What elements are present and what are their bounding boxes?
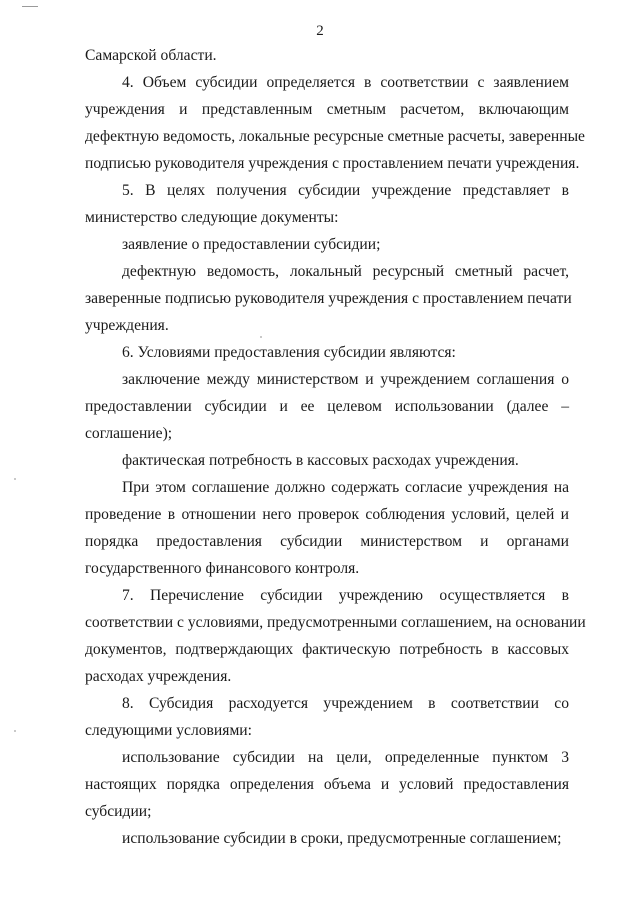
text-line: заключение между министерством и учреждением соглашения о (122, 371, 569, 388)
text-line: учреждения и представленным сметным расчетом, включающим (85, 101, 569, 118)
text-line: соглашение); (85, 425, 173, 442)
text-line: подписью руководителя учреждения с проставлением печати учреждения. (85, 155, 580, 172)
text-line: 8. Субсидия расходуется учреждением в соответствии со (122, 695, 569, 712)
text-line: 4. Объем субсидии определяется в соответствии с заявлением (122, 74, 569, 91)
scan-mark (22, 6, 38, 7)
scan-speck (14, 478, 16, 480)
text-line: дефектную ведомость, локальный ресурсный сметный расчет, (122, 263, 569, 280)
text-line: документов, подтверждающих фактическую потребность в кассовых (85, 641, 569, 658)
text-line: заверенные подписью руководителя учреждения с проставлением печати (85, 290, 572, 307)
text-line: фактическая потребность в кассовых расходах учреждения. (122, 452, 519, 469)
scan-speck (260, 336, 262, 338)
text-line: субсидии; (85, 803, 152, 820)
text-line: 7. Перечисление субсидии учреждению осуществляется в (122, 587, 569, 604)
text-line: использование субсидии на цели, определенные пунктом 3 (122, 749, 569, 766)
text-line: предоставлении субсидии и ее целевом использовании (далее – (85, 398, 569, 415)
text-line: учреждения. (85, 317, 169, 334)
text-line: заявление о предоставлении субсидии; (122, 236, 381, 253)
text-line: порядка предоставления субсидии министерством и органами (85, 533, 569, 550)
text-line: использование субсидии в сроки, предусмотренные соглашением; (122, 830, 562, 847)
text-line: соответствии с условиями, предусмотренными соглашением, на основании (85, 614, 586, 631)
text-line: государственного финансового контроля. (85, 560, 360, 577)
text-line: 5. В целях получения субсидии учреждение представляет в (122, 182, 569, 199)
scan-speck (14, 730, 16, 732)
text-line: следующими условиями: (85, 722, 252, 739)
text-line: Самарской области. (85, 47, 217, 64)
text-line: дефектную ведомость, локальные ресурсные сметные расчеты, заверенные (85, 128, 585, 145)
text-line: министерство следующие документы: (85, 209, 339, 226)
text-line: 6. Условиями предоставления субсидии являются: (122, 344, 456, 361)
page-number: 2 (316, 23, 324, 39)
text-line: проведение в отношении него проверок соблюдения условий, целей и (85, 506, 569, 523)
text-line: расходах учреждения. (85, 668, 232, 685)
text-line: настоящих порядка определения объема и условий предоставления (85, 776, 569, 793)
text-line: При этом соглашение должно содержать согласие учреждения на (122, 479, 569, 496)
